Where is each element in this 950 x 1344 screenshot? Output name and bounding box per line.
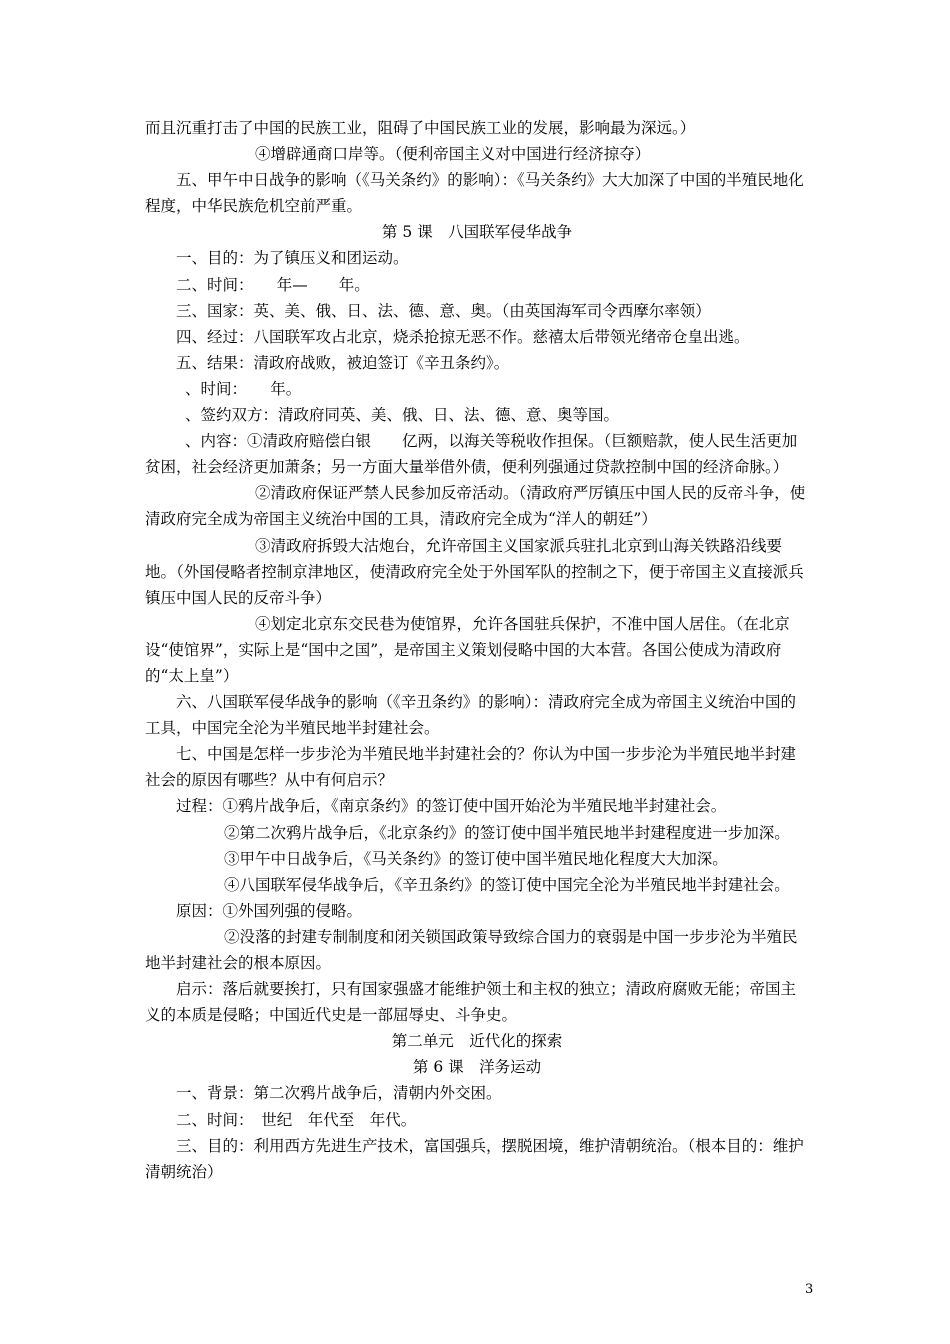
- paragraph: 三、国家：英、美、俄、日、法、德、意、奥。（由英国海军司令西摩尔率领）: [176, 301, 711, 320]
- paragraph: ④增辟通商口岸等。（便利帝国主义对中国进行经济掠夺）: [255, 145, 651, 164]
- paragraph: 原因：①外国列强的侵略。: [176, 901, 363, 920]
- section-heading: 第 5 课 八国联军侵华战争: [381, 223, 573, 242]
- section-heading: 第二单元 近代化的探索: [391, 1032, 563, 1051]
- paragraph: 三、目的：利用西方先进生产技术，富国强兵，摆脱困境，维护清朝统治。（根本目的：维护清朝统治）: [145, 1136, 804, 1181]
- page-number: 3: [805, 1282, 814, 1297]
- paragraph: 一、目的：为了镇压义和团运动。: [176, 249, 409, 268]
- paragraph: 、内容：①清政府赔偿白银 亿两，以海关等税收作担保。（巨额赔款，使人民生活更加贫困，社会经济更加萧条；另一方面大量举借外债，便利列强通过贷款控制中国的经济命脉。）: [145, 432, 798, 477]
- paragraph: 、签约双方：清政府同英、美、俄、日、法、德、意、奥等国。: [185, 406, 620, 425]
- paragraph: 五、甲午中日战争的影响（《马关条约》的影响）：《马关条约》大大加深了中国的半殖民地化程度，中华民族危机空前严重。: [145, 171, 804, 216]
- paragraph: 六、八国联军侵华战争的影响（《辛丑条约》的影响）：清政府完全成为帝国主义统治中国的工具，中国完全沦为半殖民地半封建社会。: [145, 693, 797, 738]
- paragraph: ④划定北京东交民巷为使馆界，允许各国驻兵保护，不准中国人居住。（在北京设“使馆界”，实际上是“国中之国”，是帝国主义策划侵略中国的大本营。各国公使成为清政府的“太上皇”）: [145, 614, 790, 685]
- paragraph: ②没落的封建专制制度和闭关锁国政策导致综合国力的衰弱是中国一步步沦为半殖民地半封建社会的根本原因。: [145, 927, 798, 972]
- paragraph: ③甲午中日战争后，《马关条约》的签订使中国半殖民地化程度大大加深。: [224, 849, 728, 868]
- paragraph: 一、背景：第二次鸦片战争后，清朝内外交困。: [176, 1084, 502, 1103]
- paragraph: 二、时间： 世纪 年代至 年代。: [176, 1110, 417, 1129]
- paragraph: 二、时间： 年— 年。: [176, 275, 370, 294]
- paragraph: ③清政府拆毁大沽炮台，允许帝国主义国家派兵驻扎北京到山海关铁路沿线要地。（外国侵略者控制京津地区，使清政府完全处于外国军队的控制之下，便于帝国主义直接派兵镇压中国人民的反帝斗争）: [145, 536, 804, 607]
- paragraph: 四、经过：八国联军攻占北京，烧杀抢掠无恶不作。慈禧太后带领光绪帝仓皇出逃。: [176, 327, 750, 346]
- paragraph: 启示：落后就要挨打，只有国家强盛才能维护领土和主权的独立；清政府腐败无能；帝国主义的本质是侵略；中国近代史是一部屈辱史、斗争史。: [145, 980, 797, 1025]
- paragraph: ④八国联军侵华战争后，《辛丑条约》的签订使中国完全沦为半殖民地半封建社会。: [224, 875, 790, 894]
- section-heading: 第 6 课 洋务运动: [412, 1058, 542, 1077]
- paragraph: ②清政府保证严禁人民参加反帝活动。（清政府严厉镇压中国人民的反帝斗争，使清政府完全成为帝国主义统治中国的工具，清政府完全成为“洋人的朝廷”）: [145, 484, 806, 529]
- paragraph: 而且沉重打击了中国的民族工业，阻碍了中国民族工业的发展，影响最为深远。）: [145, 119, 696, 137]
- paragraph: 五、结果：清政府战败，被迫签订《辛丑条约》。: [176, 353, 510, 372]
- body-text: [145, 115, 809, 1185]
- paragraph: 、时间： 年。: [185, 379, 302, 398]
- paragraph: 七、中国是怎样一步步沦为半殖民地半封建社会的？你认为中国一步步沦为半殖民地半封建社会的原因有哪些？从中有何启示？: [145, 745, 797, 790]
- paragraph: 过程：①鸦片战争后，《南京条约》的签订使中国开始沦为半殖民地半封建社会。: [176, 797, 727, 816]
- paragraph: ②第二次鸦片战争后，《北京条约》的签订使中国半殖民地半封建程度进一步加深。: [224, 823, 790, 842]
